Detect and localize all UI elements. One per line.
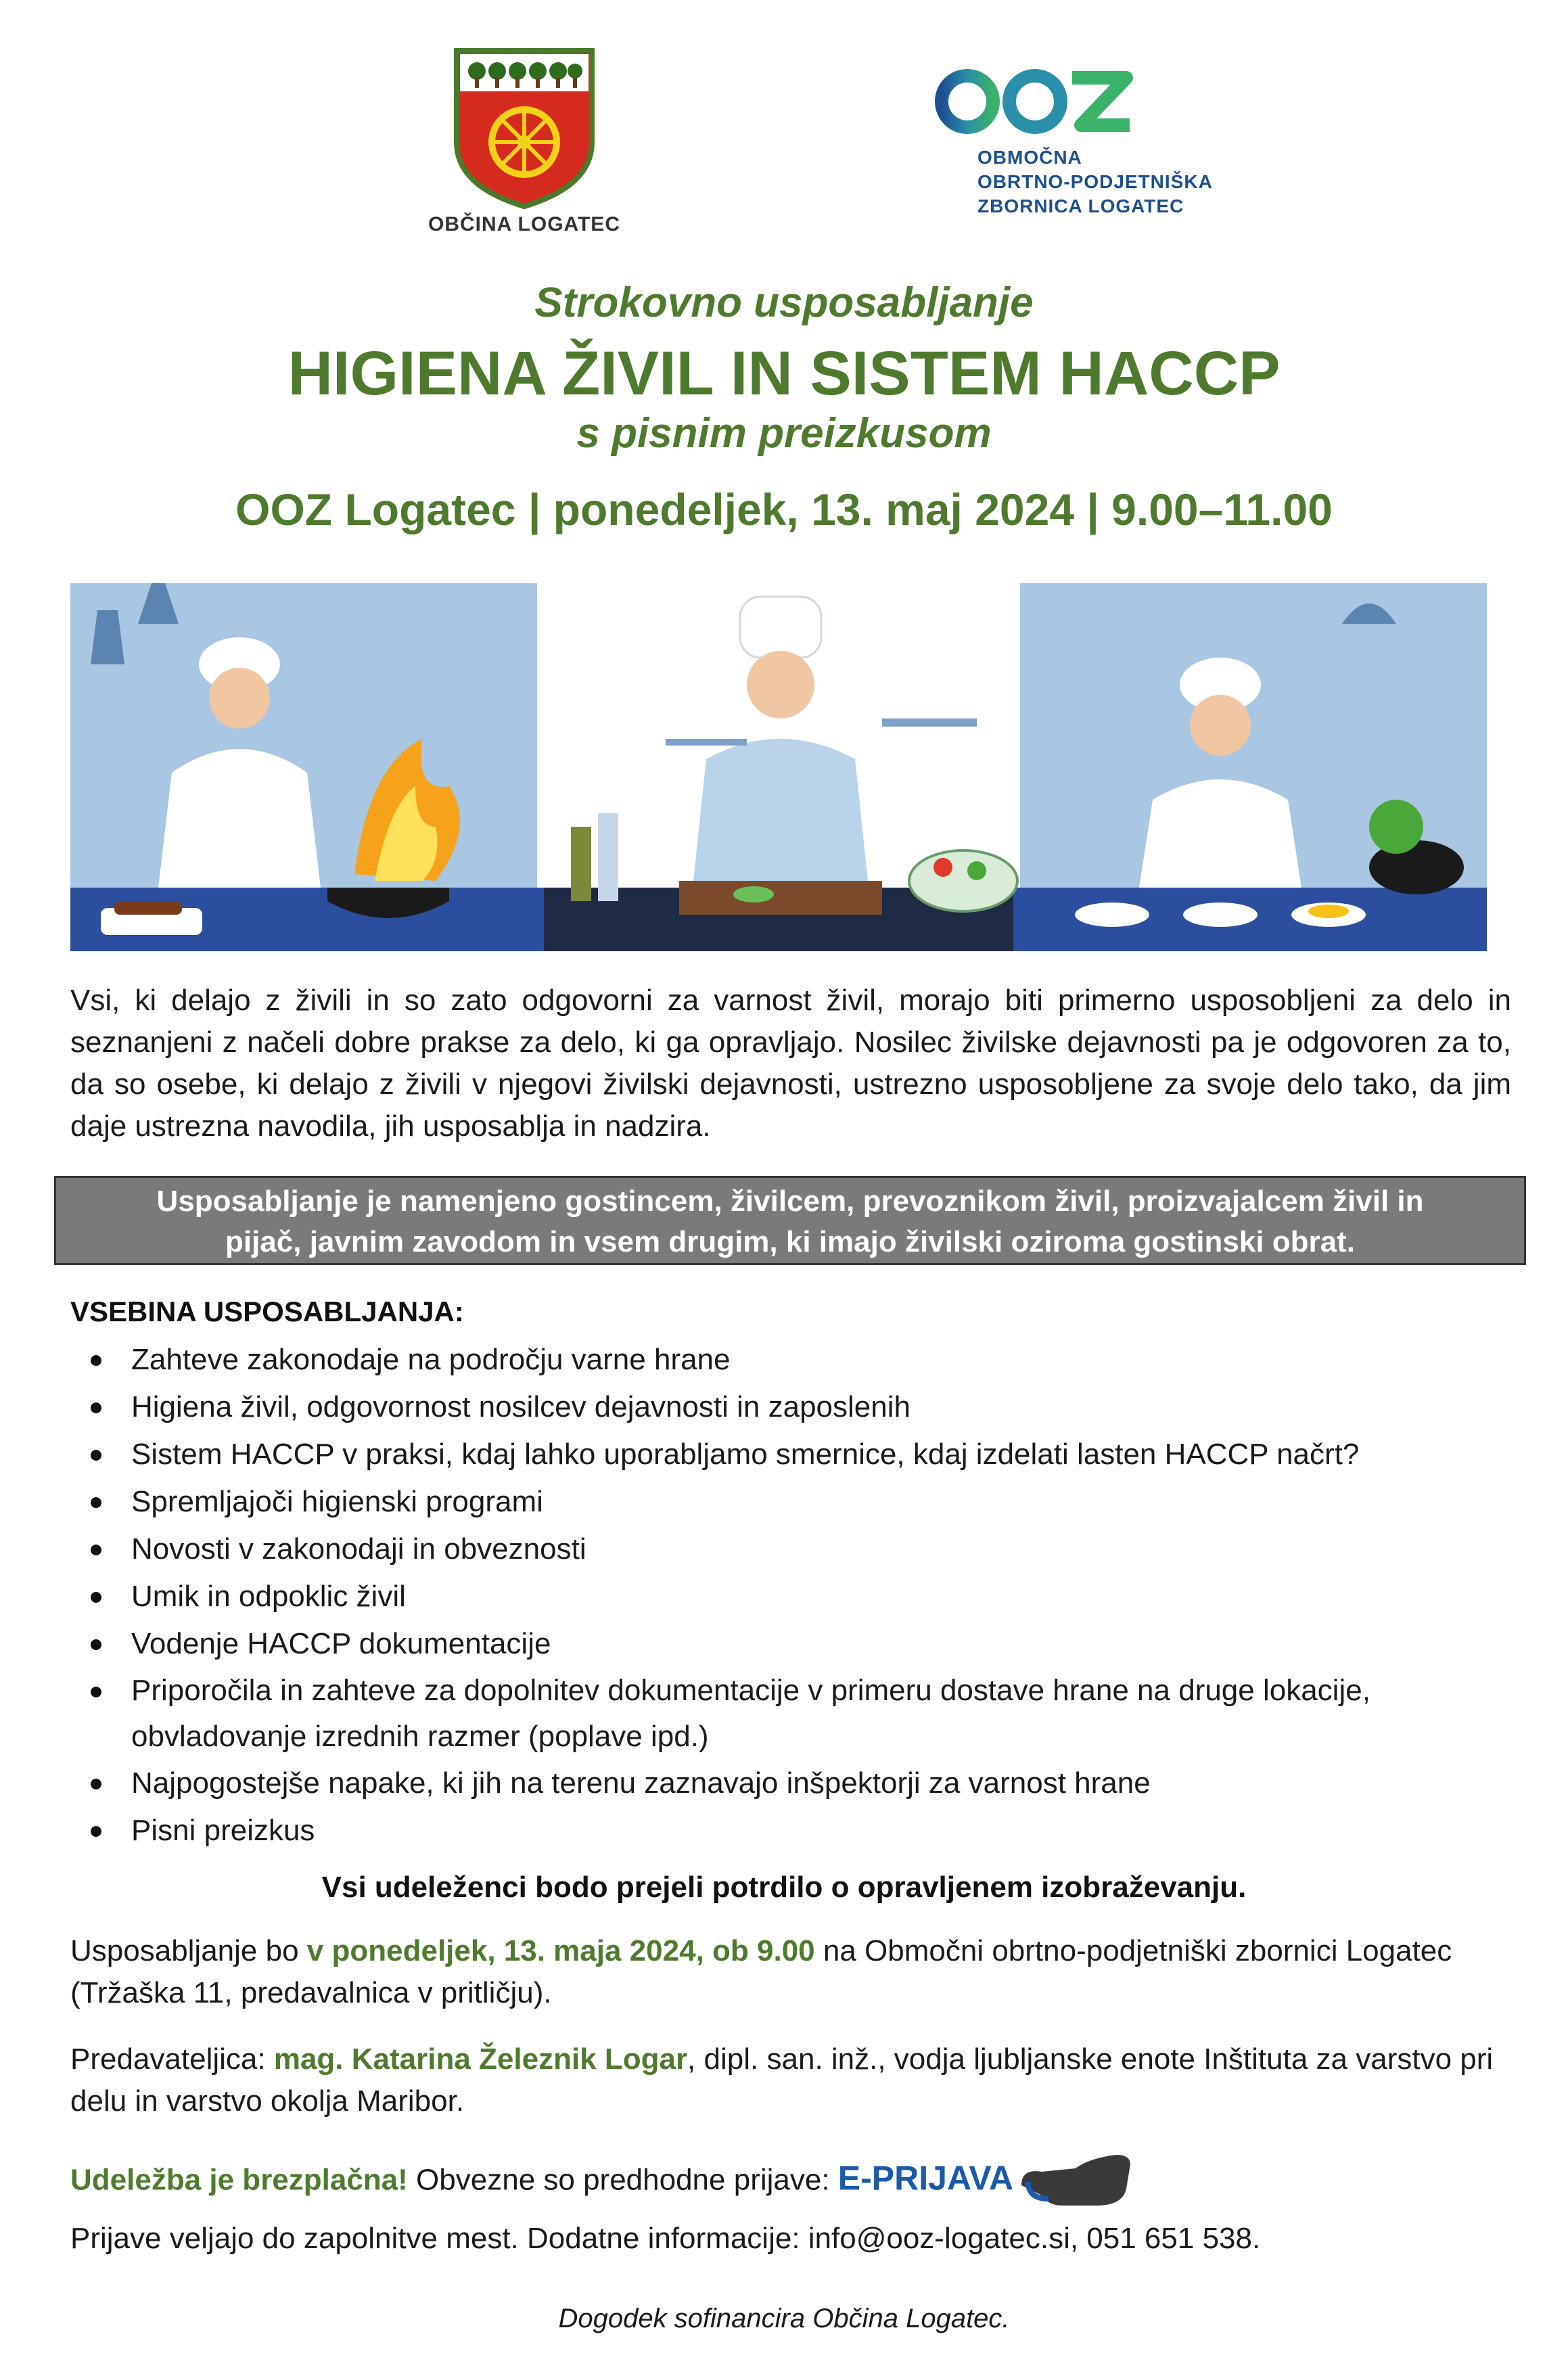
list-item-text: Sistem HACCP v praksi, kdaj lahko uporabljamo smernice, kdaj izdelati lasten HACCP načrt? <box>131 1438 1360 1471</box>
audience-line: Usposabljanje je namenjeno gostincem, živilcem, prevoznikom živil, proizvajalcem živil in <box>156 1185 1424 1218</box>
lecturer-suffix: , dipl. san. inž., vodja ljubljanske enote Inštituta za varstvo pri delu in varstvo okolja Maribor. <box>70 2042 1494 2118</box>
when-prefix: Usposabljanje bo <box>70 1934 307 1967</box>
when-suffix: na Območni obrtno-podjetniški zbornici Logatec (Tržaška 11, predavalnica v pritličju). <box>70 1934 1452 2009</box>
bullet-icon <box>91 1355 101 1366</box>
list-item-text: Higiena živil, odgovornost nosilcev dejavnosti in zaposlenih <box>131 1390 910 1423</box>
chefs-cooking-illustration <box>70 583 1487 951</box>
ooz-name-line: ZBORNICA LOGATEC <box>977 196 1184 216</box>
free-note: Udeležba je brezplačna! <box>70 2163 408 2197</box>
when-paragraph <box>70 1930 1511 2014</box>
audience-box <box>54 1176 1526 1265</box>
registration-line <box>70 2148 1511 2216</box>
subtitle-top: Strokovno usposabljanje <box>534 279 1034 326</box>
bullet-icon <box>91 1402 101 1413</box>
list-item-text: Pisni preizkus <box>131 1814 315 1847</box>
content-heading: VSEBINA USPOSABLJANJA: <box>70 1296 464 1327</box>
list-item <box>70 1668 1511 1760</box>
lecturer-paragraph <box>70 2038 1511 2122</box>
certificate-note: Vsi udeleženci bodo prejeli potrdilo o opravljenem izobraževanju. <box>321 1871 1247 1904</box>
bullet-icon <box>91 1592 101 1603</box>
list-item-text: Zahteve zakonodaje na področju varne hrane <box>131 1343 731 1376</box>
subtitle-bottom: s pisnim preizkusom <box>576 410 992 457</box>
list-item-text: Novosti v zakonodaji in obveznosti <box>131 1532 586 1566</box>
bullet-icon <box>91 1687 101 1697</box>
coat-of-arms-icon <box>406 41 643 210</box>
bullet-icon <box>91 1826 101 1837</box>
registration-text: Obvezne so predhodne prijave: <box>407 2163 838 2197</box>
page-title: HIGIENA ŽIVIL IN SISTEM HACCP <box>287 339 1281 408</box>
lecturer-name: mag. Katarina Železnik Logar <box>273 2042 688 2076</box>
list-item <box>70 1384 1511 1431</box>
municipality-label: OBČINA LOGATEC <box>428 213 620 235</box>
ooz-logo-mark <box>927 61 1251 135</box>
list-item <box>70 1573 1511 1620</box>
content-list <box>70 1336 1511 1854</box>
pointing-hand-icon[interactable] <box>1015 2148 1136 2216</box>
contact-line: Prijave veljajo do zapolnitve mest. Dodatne informacije: info@ooz-logatec.si, 051 651 538. <box>70 2222 1261 2255</box>
list-item <box>70 1478 1511 1526</box>
intro-paragraph: Vsi, ki delajo z živili in so zato odgovorni za varnost živil, morajo biti primerno usposobljeni za delo in seznanjeni z načeli dobre prakse za delo, ki ga opravljajo. Nosilec živilske dejavnosti pa je odgovoren za to, da so osebe, ki delajo z živili v njegovi živilski dejavnosti, ustrezno usposobljene za svoje delo tako, da jim daje ustrezna navodila, jih usposablja in nadzira. <box>70 984 1511 1143</box>
ooz-name-line: OBRTNO-PODJETNIŠKA <box>977 171 1213 192</box>
ooz-name <box>977 145 1213 219</box>
list-item <box>70 1431 1511 1478</box>
bullet-icon <box>91 1779 101 1789</box>
bullet-icon <box>91 1545 101 1555</box>
list-item <box>70 1620 1511 1668</box>
e-prijava-link[interactable]: E-PRIJAVA <box>837 2159 1014 2197</box>
chefs-illustration <box>70 583 1487 951</box>
list-item-text: Najpogostejše napake, ki jih na terenu zaznavajo inšpektorji za varnost hrane <box>131 1766 1151 1800</box>
municipality-logo <box>406 41 643 244</box>
list-item <box>70 1807 1511 1854</box>
bullet-icon <box>91 1497 101 1508</box>
list-item <box>70 1760 1511 1807</box>
list-item <box>70 1336 1511 1384</box>
list-item-text: Umik in odpoklic živil <box>131 1580 406 1613</box>
bullet-icon <box>91 1639 101 1650</box>
ooz-name-line: OBMOČNA <box>977 147 1082 168</box>
footer-note: Dogodek sofinancira Občina Logatec. <box>558 2304 1010 2333</box>
bullet-icon <box>91 1450 101 1461</box>
event-dateline: OOZ Logatec | ponedeljek, 13. maj 2024 | 9.00–11.00 <box>235 484 1333 534</box>
list-item-text: Spremljajoči higienski programi <box>131 1485 543 1518</box>
audience-line: pijač, javnim zavodom in vsem drugim, ki imajo živilski oziroma gostinski obrat. <box>225 1225 1355 1258</box>
lecturer-prefix: Predavateljica: <box>70 2042 274 2076</box>
list-item-text: Priporočila in zahteve za dopolnitev dokumentacije v primeru dostave hrane na druge lokacije, obvladovanje izrednih razmer (poplave ipd.) <box>131 1674 1370 1753</box>
ooz-logo <box>927 61 1251 237</box>
when-highlight: v ponedeljek, 13. maja 2024, ob 9.00 <box>306 1934 815 1967</box>
list-item <box>70 1526 1511 1573</box>
list-item-text: Vodenje HACCP dokumentacije <box>131 1627 551 1660</box>
